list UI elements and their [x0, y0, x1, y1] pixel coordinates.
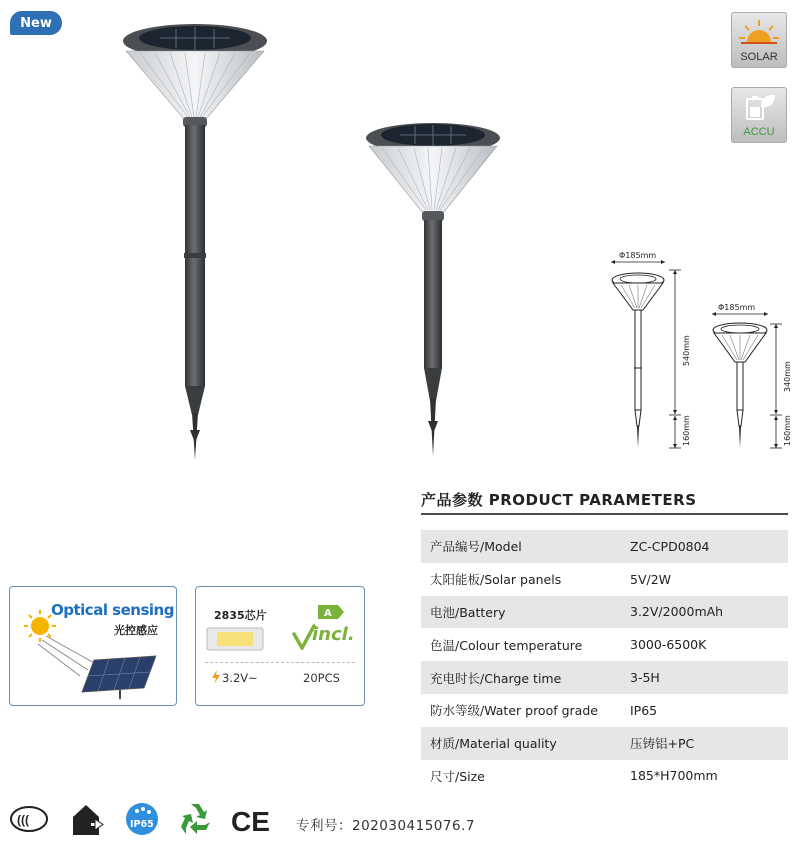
patent-number: 专利号：202030415076.7: [296, 818, 475, 834]
short-diameter-label: Φ185mm: [718, 303, 756, 312]
tall-lamp-image: [110, 15, 280, 465]
short-lamp-image: [362, 116, 512, 466]
chip-divider: [205, 662, 355, 663]
parameter-row: [421, 694, 788, 727]
parameter-row: [421, 596, 788, 629]
solar-panel-illustration: [16, 604, 166, 700]
parameter-key: 太阳能板/Solar panels: [430, 572, 562, 588]
parameters-table: [421, 530, 788, 792]
parameter-row: [421, 563, 788, 596]
new-badge: New: [10, 11, 62, 35]
tall-lower-height: 160mm: [682, 415, 691, 446]
sun-icon: [24, 610, 56, 642]
ce-mark-icon: [230, 805, 270, 835]
tall-upper-height: 540mm: [682, 335, 691, 366]
parameters-title: 产品参数 PRODUCT PARAMETERS: [421, 491, 697, 509]
led-strip-icon: [205, 626, 265, 652]
solar-label: SOLAR: [740, 51, 778, 63]
tall-dimension-diagram: [605, 248, 693, 454]
parameter-key: 尺寸/Size: [430, 768, 485, 784]
parameter-value: 压铸铝+PC: [630, 727, 788, 760]
parameter-key: 充电时长/Charge time: [421, 661, 630, 694]
indoor-outdoor-icon: [71, 803, 105, 837]
svg-text:A: A: [324, 608, 332, 619]
parameter-row: [421, 760, 788, 793]
short-upper-height: 340mm: [783, 361, 792, 392]
short-lower-height: 160mm: [783, 415, 792, 446]
parameter-key: 防水等级/Water proof grade: [430, 703, 598, 719]
parameter-key: 色温/Colour temperature: [430, 637, 583, 653]
parameter-value: 3.2V/2000mAh: [630, 596, 788, 629]
parameter-key: 电池/Battery: [421, 596, 630, 629]
parameter-value: 185*H700mm: [630, 768, 718, 784]
solar-badge: [731, 12, 787, 68]
optical-sensing-title: Optical sensing: [51, 601, 174, 619]
parameter-value: ZC-CPD0804: [630, 530, 788, 563]
parameter-row: [421, 530, 788, 563]
energy-label-icon: [318, 605, 344, 619]
optical-sensing-subtitle: 光控感应: [114, 624, 158, 637]
parameter-row: [421, 661, 788, 694]
led-chip-title: 2835芯片: [214, 609, 267, 622]
parameter-value: 3000-6500K: [630, 637, 707, 653]
accu-label: ACCU: [743, 126, 775, 138]
lightning-icon: [211, 670, 221, 684]
chip-count: 20PCS: [303, 671, 340, 685]
chip-voltage: 3.2V~: [222, 671, 258, 685]
parameters-divider: [421, 513, 788, 515]
parameter-value: 3-5H: [630, 661, 788, 694]
parameter-value: IP65: [630, 702, 658, 718]
parameter-value: 5V/2W: [630, 571, 672, 587]
accu-badge: [731, 87, 787, 143]
short-dimension-diagram: [708, 300, 798, 454]
tall-diameter-label: Φ185mm: [619, 251, 657, 260]
battery-leaf-icon: [741, 93, 777, 121]
ccc-cert-icon: [9, 804, 49, 834]
svg-text:(((: (((: [17, 813, 29, 827]
parameter-key: 材质/Material quality: [421, 727, 630, 760]
parameter-row: [421, 727, 788, 760]
included-label: incl.: [312, 624, 355, 645]
ip65-icon: [125, 802, 159, 836]
parameter-row: [421, 628, 788, 661]
svg-text:CE: CE: [231, 806, 270, 835]
parameter-key: 产品编号/Model: [421, 530, 630, 563]
recycle-icon: [177, 802, 213, 836]
sun-icon: [737, 16, 781, 46]
svg-text:IP65: IP65: [130, 819, 154, 830]
